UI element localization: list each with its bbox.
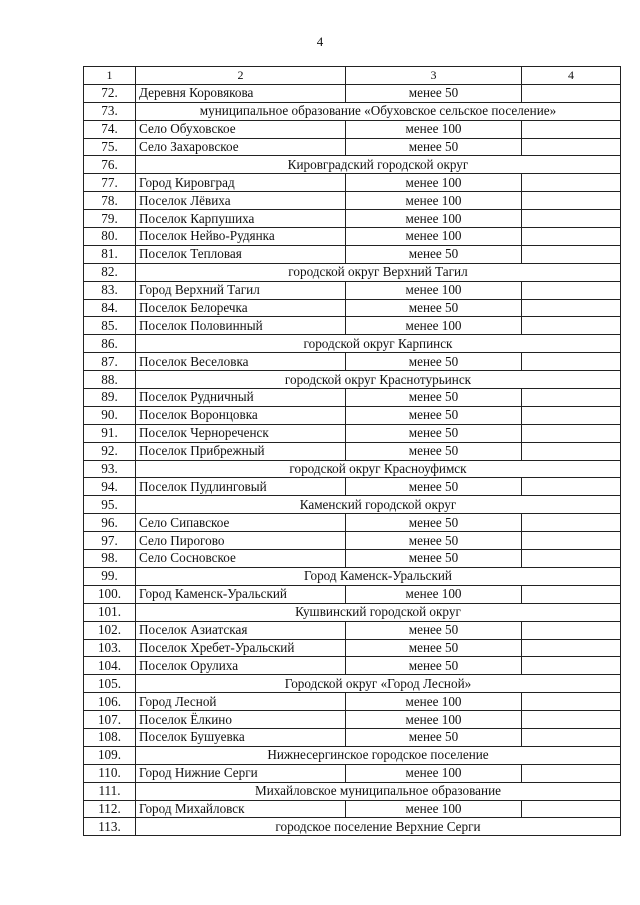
row-number: 112. — [84, 800, 136, 818]
settlement-name: Город Лесной — [136, 693, 346, 711]
empty-cell — [522, 532, 621, 550]
row-number: 75. — [84, 138, 136, 156]
table-section-row — [84, 675, 621, 693]
population-value: менее 50 — [346, 639, 522, 657]
table-section-row — [84, 818, 621, 836]
table-row — [84, 228, 621, 246]
settlement-name: Город Верхний Тагил — [136, 281, 346, 299]
empty-cell — [522, 585, 621, 603]
row-number: 97. — [84, 532, 136, 550]
settlement-name: Село Сосновское — [136, 550, 346, 568]
settlement-name: Поселок Нейво-Рудянка — [136, 228, 346, 246]
table-row — [84, 693, 621, 711]
population-value: менее 100 — [346, 174, 522, 192]
row-number: 98. — [84, 550, 136, 568]
population-value: менее 50 — [346, 442, 522, 460]
row-number: 80. — [84, 228, 136, 246]
settlement-name: Поселок Чернореченск — [136, 424, 346, 442]
row-number: 79. — [84, 210, 136, 228]
row-number: 111. — [84, 782, 136, 800]
empty-cell — [522, 245, 621, 263]
population-value: менее 100 — [346, 210, 522, 228]
settlement-name: Поселок Веселовка — [136, 353, 346, 371]
empty-cell — [522, 764, 621, 782]
population-value: менее 50 — [346, 84, 522, 102]
empty-cell — [522, 317, 621, 335]
row-number: 72. — [84, 84, 136, 102]
table-row — [84, 353, 621, 371]
empty-cell — [522, 639, 621, 657]
section-heading: городской округ Краснотурьинск — [136, 371, 621, 389]
row-number: 85. — [84, 317, 136, 335]
row-number: 89. — [84, 389, 136, 407]
table-row — [84, 532, 621, 550]
settlement-name: Поселок Бушуевка — [136, 728, 346, 746]
section-heading: Город Каменск-Уральский — [136, 567, 621, 585]
section-heading: городской округ Красноуфимск — [136, 460, 621, 478]
empty-cell — [522, 657, 621, 675]
table-row — [84, 245, 621, 263]
population-value: менее 100 — [346, 192, 522, 210]
row-number: 84. — [84, 299, 136, 317]
table-row — [84, 299, 621, 317]
row-number: 110. — [84, 764, 136, 782]
row-number: 107. — [84, 711, 136, 729]
empty-cell — [522, 84, 621, 102]
row-number: 73. — [84, 102, 136, 120]
table-row — [84, 317, 621, 335]
header-col-1: 1 — [84, 67, 136, 85]
section-heading: городской округ Верхний Тагил — [136, 263, 621, 281]
section-heading: Михайловское муниципальное образование — [136, 782, 621, 800]
row-number: 106. — [84, 693, 136, 711]
table-row — [84, 281, 621, 299]
settlement-name: Поселок Ёлкино — [136, 711, 346, 729]
header-col-3: 3 — [346, 67, 522, 85]
table-row — [84, 174, 621, 192]
empty-cell — [522, 406, 621, 424]
page-number: 4 — [316, 34, 324, 49]
table-section-row — [84, 603, 621, 621]
table-section-row — [84, 460, 621, 478]
table-section-row — [84, 335, 621, 353]
table-section-row — [84, 782, 621, 800]
settlement-name: Город Кировград — [136, 174, 346, 192]
empty-cell — [522, 138, 621, 156]
population-value: менее 50 — [346, 353, 522, 371]
row-number: 103. — [84, 639, 136, 657]
population-value: менее 50 — [346, 532, 522, 550]
settlement-name: Поселок Белоречка — [136, 299, 346, 317]
empty-cell — [522, 353, 621, 371]
settlement-name: Поселок Карпушиха — [136, 210, 346, 228]
empty-cell — [522, 621, 621, 639]
empty-cell — [522, 442, 621, 460]
settlement-name: Село Обуховское — [136, 120, 346, 138]
table-header-row — [84, 67, 621, 85]
population-value: менее 50 — [346, 389, 522, 407]
table-row — [84, 711, 621, 729]
settlement-name: Село Сипавское — [136, 514, 346, 532]
empty-cell — [522, 228, 621, 246]
population-value: менее 50 — [346, 550, 522, 568]
row-number: 83. — [84, 281, 136, 299]
row-number: 113. — [84, 818, 136, 836]
population-value: менее 100 — [346, 120, 522, 138]
table-row — [84, 138, 621, 156]
table-row — [84, 424, 621, 442]
empty-cell — [522, 174, 621, 192]
population-value: менее 100 — [346, 585, 522, 603]
population-value: менее 100 — [346, 228, 522, 246]
empty-cell — [522, 728, 621, 746]
table-row — [84, 621, 621, 639]
population-value: менее 100 — [346, 764, 522, 782]
row-number: 77. — [84, 174, 136, 192]
table-section-row — [84, 746, 621, 764]
row-number: 101. — [84, 603, 136, 621]
population-value: менее 50 — [346, 478, 522, 496]
population-value: менее 100 — [346, 711, 522, 729]
table-row — [84, 192, 621, 210]
population-value: менее 100 — [346, 800, 522, 818]
table-row — [84, 389, 621, 407]
table-row — [84, 764, 621, 782]
row-number: 92. — [84, 442, 136, 460]
table-section-row — [84, 371, 621, 389]
settlement-name: Город Каменск-Уральский — [136, 585, 346, 603]
table-row — [84, 406, 621, 424]
table-row — [84, 800, 621, 818]
row-number: 86. — [84, 335, 136, 353]
header-col-4: 4 — [522, 67, 621, 85]
settlement-name: Поселок Рудничный — [136, 389, 346, 407]
population-value: менее 50 — [346, 138, 522, 156]
section-heading: муниципальное образование «Обуховское сельское поселение» — [136, 102, 621, 120]
population-value: менее 50 — [346, 406, 522, 424]
population-value: менее 100 — [346, 281, 522, 299]
row-number: 94. — [84, 478, 136, 496]
table-row — [84, 478, 621, 496]
empty-cell — [522, 281, 621, 299]
row-number: 100. — [84, 585, 136, 603]
settlement-name: Поселок Орулиха — [136, 657, 346, 675]
row-number: 96. — [84, 514, 136, 532]
population-value: менее 100 — [346, 693, 522, 711]
empty-cell — [522, 550, 621, 568]
row-number: 87. — [84, 353, 136, 371]
table-row — [84, 120, 621, 138]
table-section-row — [84, 263, 621, 281]
row-number: 108. — [84, 728, 136, 746]
settlement-name: Село Пирогово — [136, 532, 346, 550]
settlement-name: Поселок Азиатская — [136, 621, 346, 639]
row-number: 82. — [84, 263, 136, 281]
table-section-row — [84, 496, 621, 514]
section-heading: Каменский городской округ — [136, 496, 621, 514]
row-number: 90. — [84, 406, 136, 424]
row-number: 91. — [84, 424, 136, 442]
empty-cell — [522, 800, 621, 818]
table-row — [84, 514, 621, 532]
table-row — [84, 585, 621, 603]
header-col-2: 2 — [136, 67, 346, 85]
row-number: 104. — [84, 657, 136, 675]
row-number: 76. — [84, 156, 136, 174]
population-value: менее 50 — [346, 245, 522, 263]
table-row — [84, 84, 621, 102]
row-number: 109. — [84, 746, 136, 764]
section-heading: городской округ Карпинск — [136, 335, 621, 353]
empty-cell — [522, 299, 621, 317]
settlements-table — [83, 66, 621, 836]
settlement-name: Поселок Лёвиха — [136, 192, 346, 210]
settlement-name: Поселок Пудлинговый — [136, 478, 346, 496]
section-heading: Кушвинский городской округ — [136, 603, 621, 621]
population-value: менее 50 — [346, 299, 522, 317]
empty-cell — [522, 389, 621, 407]
table-section-row — [84, 156, 621, 174]
table-section-row — [84, 102, 621, 120]
settlement-name: Поселок Воронцовка — [136, 406, 346, 424]
settlement-name: Поселок Половинный — [136, 317, 346, 335]
row-number: 74. — [84, 120, 136, 138]
section-heading: Кировградский городской округ — [136, 156, 621, 174]
row-number: 93. — [84, 460, 136, 478]
population-value: менее 100 — [346, 317, 522, 335]
population-value: менее 50 — [346, 424, 522, 442]
table-row — [84, 442, 621, 460]
section-heading: Нижнесергинское городское поселение — [136, 746, 621, 764]
empty-cell — [522, 514, 621, 532]
population-value: менее 50 — [346, 514, 522, 532]
section-heading: городское поселение Верхние Серги — [136, 818, 621, 836]
population-value: менее 50 — [346, 657, 522, 675]
row-number: 95. — [84, 496, 136, 514]
table-row — [84, 210, 621, 228]
empty-cell — [522, 210, 621, 228]
row-number: 105. — [84, 675, 136, 693]
empty-cell — [522, 478, 621, 496]
empty-cell — [522, 424, 621, 442]
empty-cell — [522, 192, 621, 210]
table-row — [84, 657, 621, 675]
settlement-name: Город Нижние Серги — [136, 764, 346, 782]
table-section-row — [84, 567, 621, 585]
settlement-name: Город Михайловск — [136, 800, 346, 818]
table-body — [84, 67, 621, 836]
row-number: 88. — [84, 371, 136, 389]
row-number: 78. — [84, 192, 136, 210]
settlement-name: Село Захаровское — [136, 138, 346, 156]
population-value: менее 50 — [346, 728, 522, 746]
table-row — [84, 550, 621, 568]
table-row — [84, 639, 621, 657]
settlement-name: Поселок Тепловая — [136, 245, 346, 263]
row-number: 81. — [84, 245, 136, 263]
section-heading: Городской округ «Город Лесной» — [136, 675, 621, 693]
population-value: менее 50 — [346, 621, 522, 639]
row-number: 102. — [84, 621, 136, 639]
settlement-name: Деревня Коровякова — [136, 84, 346, 102]
empty-cell — [522, 711, 621, 729]
row-number: 99. — [84, 567, 136, 585]
table-row — [84, 728, 621, 746]
settlement-name: Поселок Прибрежный — [136, 442, 346, 460]
settlement-name: Поселок Хребет-Уральский — [136, 639, 346, 657]
empty-cell — [522, 120, 621, 138]
empty-cell — [522, 693, 621, 711]
